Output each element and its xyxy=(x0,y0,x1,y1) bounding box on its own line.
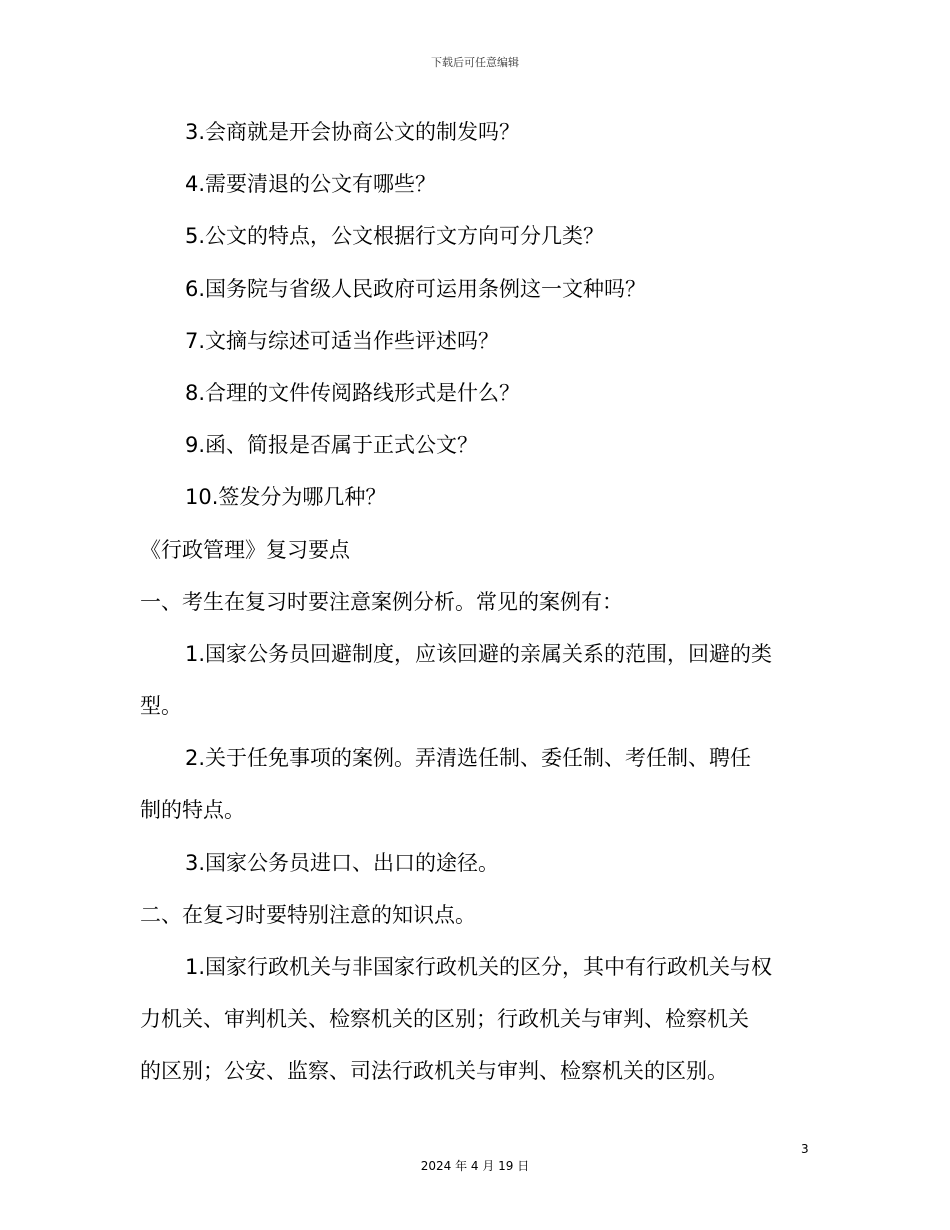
text-line: 力机关、审判机关、检察机关的区别；行政机关与审判、检察机关 xyxy=(140,1007,749,1032)
page-footer-date: 2024 年 4 月 19 日 xyxy=(420,1159,530,1173)
text-line: 4.需要清退的公文有哪些？ xyxy=(185,172,437,197)
text-line: 7.文摘与综述可适当作些评述吗？ xyxy=(185,328,500,353)
text-line: 3.国家公务员进口、出口的途径。 xyxy=(185,850,500,875)
text-line: 制的特点。 xyxy=(140,798,245,823)
page-number: 3 xyxy=(801,1142,809,1156)
text-line: 的区别；公安、监察、司法行政机关与审判、检察机关的区别。 xyxy=(140,1059,728,1084)
page-header: 下载后可任意编辑 xyxy=(431,56,519,69)
document-body xyxy=(140,106,812,1098)
text-line: 型。 xyxy=(140,694,182,719)
text-line: 1.国家行政机关与非国家行政机关的区分，其中有行政机关与权 xyxy=(185,955,773,979)
text-line: 5.公文的特点，公文根据行文方向可分几类？ xyxy=(185,224,605,249)
text-line: 9.函、简报是否属于正式公文？ xyxy=(185,433,479,458)
text-line: 8.合理的文件传阅路线形式是什么？ xyxy=(185,380,521,405)
text-line: 3.会商就是开会协商公文的制发吗？ xyxy=(185,120,521,144)
section-heading: 《行政管理》复习要点 xyxy=(140,537,350,562)
section-heading: 二、在复习时要特别注意的知识点。 xyxy=(140,902,476,927)
section-heading: 一、考生在复习时要注意案例分析。常见的案例有： xyxy=(140,589,623,614)
text-line: 6.国务院与省级人民政府可运用条例这一文种吗？ xyxy=(185,276,647,301)
text-line: 1.国家公务员回避制度，应该回避的亲属关系的范围，回避的类 xyxy=(185,641,773,666)
text-line: 10.签发分为哪几种？ xyxy=(185,485,387,510)
text-line: 2.关于任免事项的案例。弄清选任制、委任制、考任制、聘任 xyxy=(185,746,752,771)
